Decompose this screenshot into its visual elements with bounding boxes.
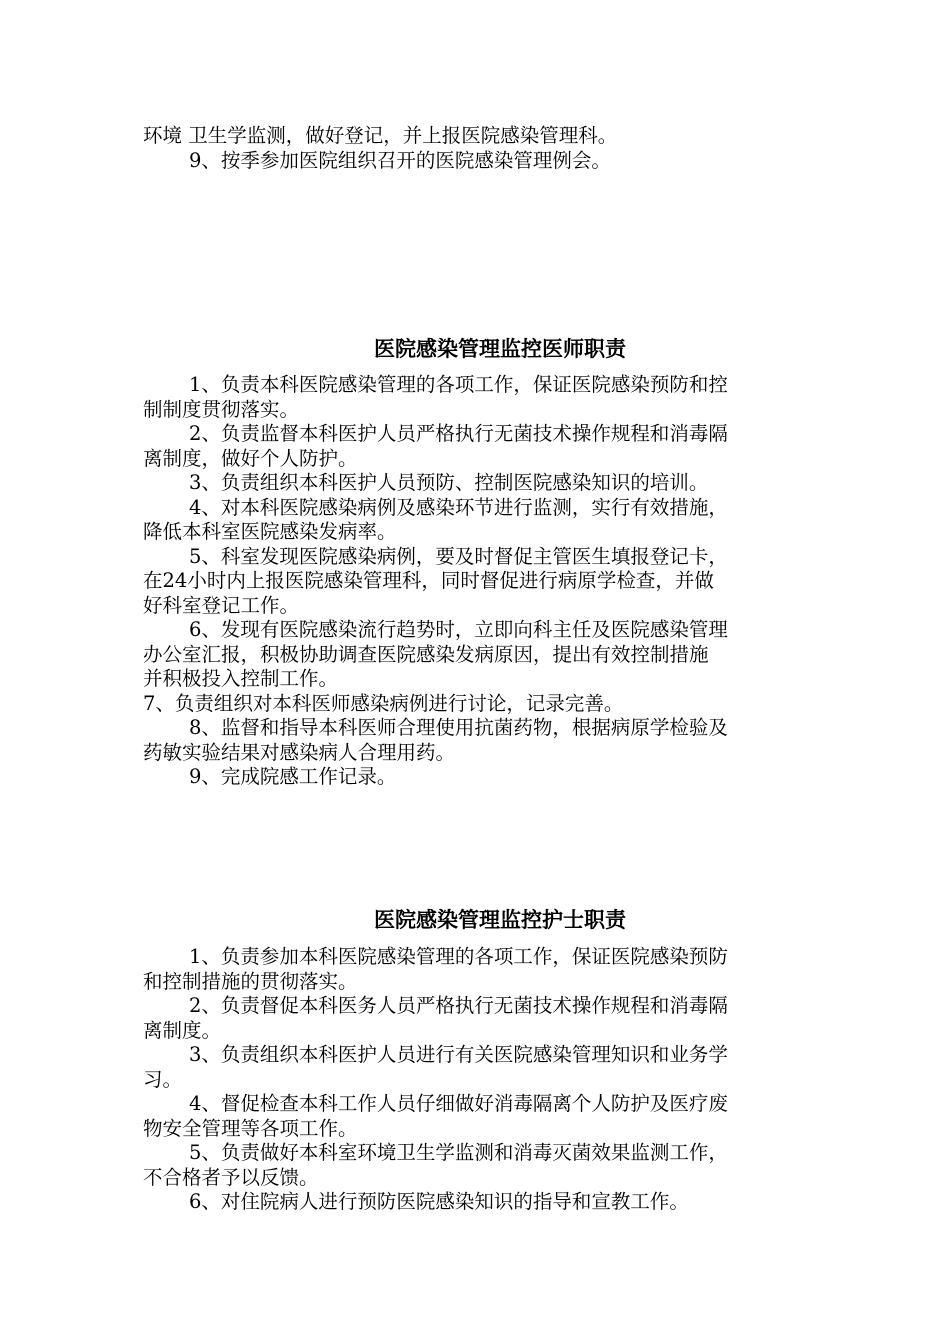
- paragraph-line: 3、负责组织本科医护人员预防、控制医院感染知识的培训。: [189, 471, 709, 494]
- paragraph-line: 2、负责监督本科医护人员严格执行无菌技术操作规程和消毒隔: [189, 422, 728, 445]
- top-continuation-block: [143, 124, 807, 173]
- paragraph-line: 3、负责组织本科医护人员进行有关医院感染管理知识和业务学: [189, 1043, 728, 1066]
- doctor-duties-title: 医院感染管理监控医师职责: [374, 337, 626, 361]
- paragraph-line: 6、对住院病人进行预防医院感染知识的指导和宣教工作。: [189, 1190, 689, 1213]
- paragraph-line: 习。: [143, 1067, 183, 1091]
- paragraph-line: 4、督促检查本科工作人员仔细做好消毒隔离个人防护及医疗废: [189, 1092, 728, 1115]
- paragraph-line: 5、科室发现医院感染病例，要及时督促主管医生填报登记卡，: [189, 544, 728, 568]
- nurse-duties-title: 医院感染管理监控护士职责: [374, 908, 626, 932]
- paragraph-line: 离制度。: [143, 1018, 222, 1042]
- paragraph-line: 9、按季参加医院组织召开的医院感染管理例会。: [189, 148, 611, 172]
- paragraph-line: 降低本科室医院感染发病率。: [143, 520, 397, 543]
- paragraph-line: 5、负责做好本科室环境卫生学监测和消毒灭菌效果监测工作，: [189, 1141, 728, 1164]
- paragraph-line: 药敏实验结果对感染病人合理用药。: [143, 740, 456, 764]
- paragraph-line: 6、发现有医院感染流行趋势时，立即向科主任及医院感染管理: [189, 618, 728, 641]
- doctor-duties-list: [143, 373, 807, 790]
- paragraph-line: 7、负责组织对本科医师感染病例进行讨论，记录完善。: [143, 691, 624, 715]
- paragraph-line: 不合格者予以反馈。: [143, 1165, 319, 1189]
- paragraph-line: 9、完成院感工作记录。: [189, 765, 397, 788]
- paragraph-line: 在24小时内上报医院感染管理科，同时督促进行病原学检查，并做: [143, 569, 714, 592]
- paragraph-line: 环境 卫生学监测，做好登记，并上报医院感染管理科。: [143, 124, 618, 147]
- paragraph-line: 1、负责本科医院感染管理的各项工作，保证医院感染预防和控: [189, 373, 728, 396]
- paragraph-line: 好科室登记工作。: [143, 593, 300, 617]
- nurse-duties-list: [143, 945, 807, 1215]
- paragraph-line: 办公室汇报，积极协助调查医院感染发病原因，提出有效控制措施: [143, 642, 709, 666]
- paragraph-line: 和控制措施的贯彻落实。: [143, 969, 358, 993]
- paragraph-line: 离制度，做好个人防护。: [143, 446, 358, 470]
- paragraph-line: 4、对本科医院感染病例及感染环节进行监测，实行有效措施，: [189, 495, 728, 519]
- paragraph-line: 并积极投入控制工作。: [143, 667, 339, 690]
- paragraph-line: 2、负责督促本科医务人员严格执行无菌技术操作规程和消毒隔: [189, 994, 728, 1017]
- paragraph-line: 1、负责参加本科医院感染管理的各项工作，保证医院感染预防: [189, 945, 728, 968]
- paragraph-line: 物安全管理等各项工作。: [143, 1116, 358, 1140]
- paragraph-line: 制制度贯彻落实。: [143, 397, 300, 421]
- paragraph-line: 8、监督和指导本科医师合理使用抗菌药物，根据病原学检验及: [189, 716, 728, 739]
